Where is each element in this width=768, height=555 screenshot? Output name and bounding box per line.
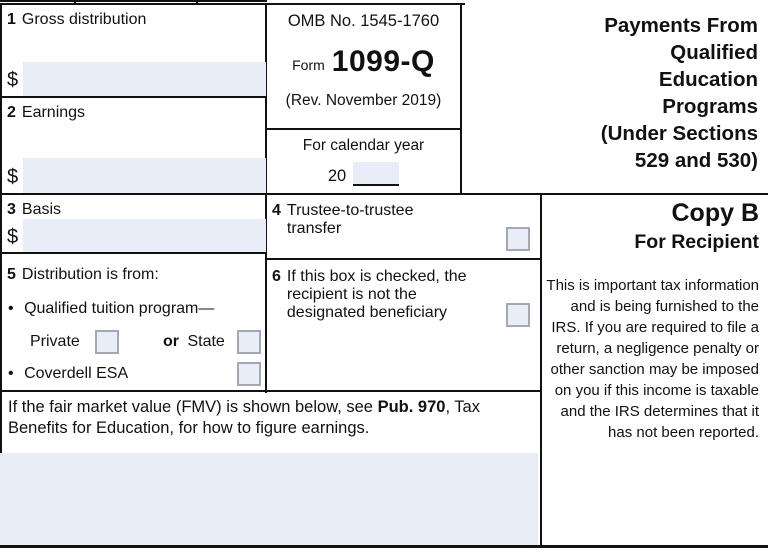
bottom-border	[0, 545, 768, 548]
box1-label-text: Gross distribution	[21, 11, 147, 28]
calendar-year-input[interactable]	[353, 162, 399, 186]
private-checkbox[interactable]	[95, 330, 119, 354]
basis-input[interactable]	[23, 219, 266, 252]
divider-box5-fmv	[0, 390, 541, 392]
box6-label-text: If this box is checked, the recipient is not the designated beneficiary	[286, 268, 467, 321]
form-title-line: Programs	[662, 95, 758, 118]
copy-b-text: This is important tax information and is being furnished to the IRS. If you are required to file a return, a negligence penalty or other sanction may be imposed on you if this income is taxable and the IRS determines that it has not been reported.	[546, 277, 759, 442]
form-title	[545, 12, 758, 174]
box5-bullet2	[8, 365, 128, 383]
box2-number: 2	[7, 104, 16, 121]
box4-label-text: Trustee-to-trustee transfer	[286, 202, 414, 237]
box3-label	[7, 201, 61, 219]
box2-label-text: Earnings	[21, 104, 86, 121]
copy-b-subtitle: For Recipient	[634, 230, 759, 253]
box3-dollar-sign: $	[7, 226, 19, 248]
box6-section	[266, 259, 541, 390]
box4-number: 4	[272, 202, 281, 219]
state-checkbox[interactable]	[237, 330, 261, 354]
box5-bullet2-text: Coverdell ESA	[24, 365, 129, 382]
box5-bullet1	[8, 300, 214, 318]
box5-private-label: Private	[30, 333, 80, 350]
calendar-year-row	[266, 162, 461, 186]
form-number-line	[266, 45, 461, 78]
fmv-note-post: , Tax Benefits for Education, for how to figure earnings.	[8, 398, 480, 438]
fmv-note	[8, 397, 520, 439]
coverdell-esa-checkbox[interactable]	[237, 362, 261, 386]
bullet-icon: •	[8, 300, 14, 317]
box1-number: 1	[7, 11, 16, 28]
omb-form-block	[266, 3, 461, 128]
divider-box3-box5	[0, 252, 266, 254]
calendar-year-prefix: 20	[327, 167, 347, 185]
calendar-year-block	[266, 129, 461, 193]
trustee-transfer-checkbox[interactable]	[506, 227, 530, 251]
box5-or-state-label	[163, 333, 225, 351]
form-title-line: Payments From	[604, 14, 758, 37]
box1-label	[7, 11, 146, 29]
fmv-note-pre: If the fair market value (FMV) is shown below, see	[8, 398, 378, 416]
box5-section	[0, 258, 266, 390]
box6-number: 6	[272, 268, 281, 285]
earnings-input[interactable]	[23, 158, 266, 193]
box1-dollar-sign: $	[7, 69, 19, 91]
box3-number: 3	[7, 201, 16, 218]
box6-label	[272, 268, 479, 322]
form-title-line: Education	[658, 68, 758, 91]
box5-label-text: Distribution is from:	[21, 266, 159, 283]
bullet-icon: •	[8, 365, 14, 382]
box4-section	[266, 193, 541, 258]
fmv-input[interactable]	[0, 453, 538, 545]
state-label: State	[187, 333, 225, 350]
form-title-line: (Under Sections	[600, 122, 758, 145]
not-designated-beneficiary-checkbox[interactable]	[506, 303, 530, 327]
box2-label	[7, 104, 85, 122]
form-word: Form	[292, 56, 325, 73]
omb-number: OMB No. 1545-1760	[287, 12, 440, 30]
copy-b-panel	[543, 193, 768, 545]
fmv-note-pub: Pub. 970	[377, 398, 446, 416]
form-title-line: Qualified	[670, 41, 758, 64]
box2-dollar-sign: $	[7, 166, 19, 188]
box5-label	[7, 266, 159, 284]
form-title-line: 529 and 530)	[634, 149, 758, 172]
form-number: 1099-Q	[331, 45, 435, 78]
box4-label	[272, 202, 452, 238]
gross-distribution-input[interactable]	[23, 62, 266, 96]
form-revision: (Rev. November 2019)	[285, 91, 442, 109]
calendar-year-label: For calendar year	[302, 137, 425, 154]
box5-bullet1-text: Qualified tuition program—	[24, 300, 215, 317]
divider-box1-box2	[0, 96, 266, 98]
or-label: or	[163, 333, 179, 350]
top-crop-line	[0, 0, 267, 2]
box3-label-text: Basis	[21, 201, 62, 218]
box5-number: 5	[7, 266, 16, 283]
copy-b-title: Copy B	[671, 199, 759, 227]
